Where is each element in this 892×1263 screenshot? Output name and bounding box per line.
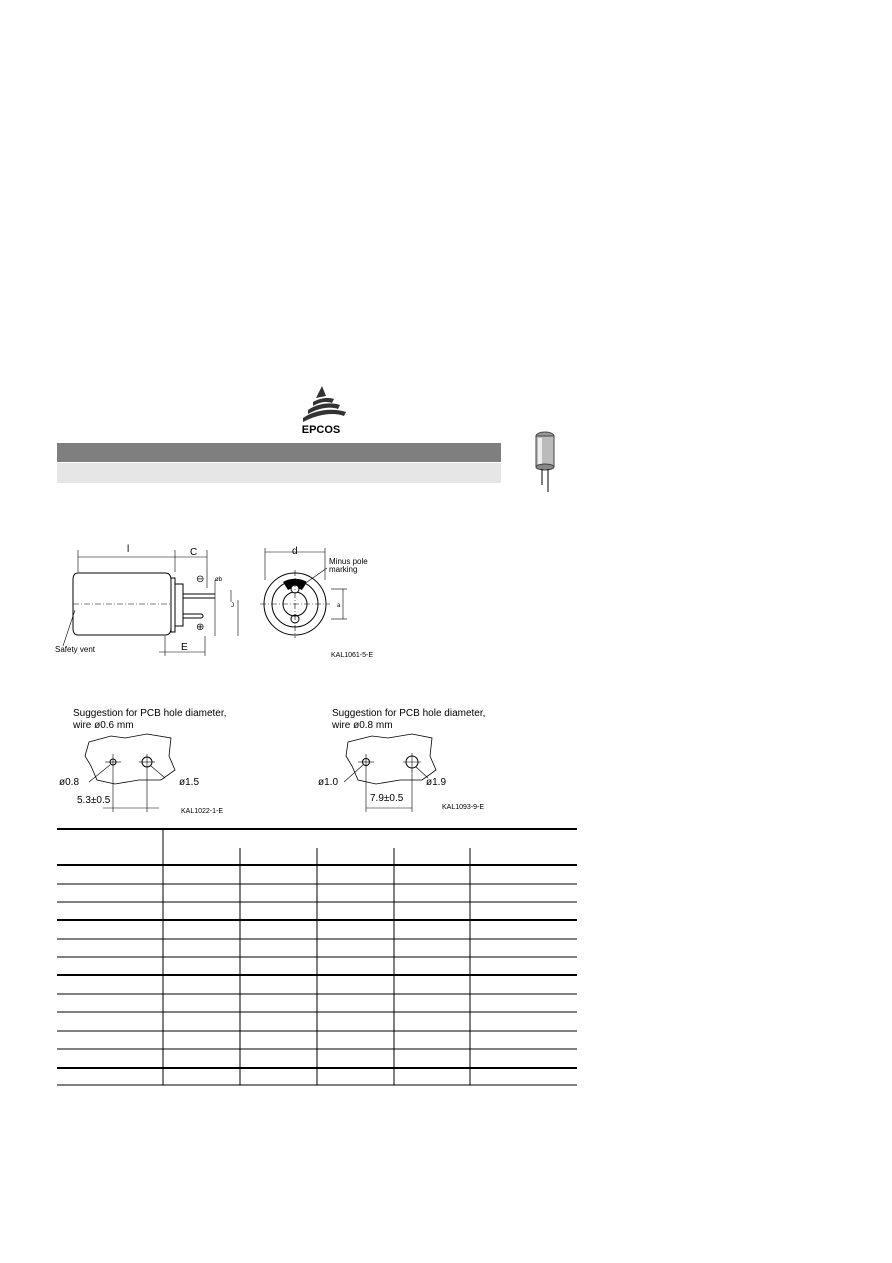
label-l: l [127,544,130,555]
capacitor-thumbnail [530,430,560,492]
plus-sign: ⊕ [196,622,205,633]
label-j: J [231,603,234,609]
label-c: C [190,547,198,558]
pcb1-hole-small: ø0.8 [59,777,80,788]
label-d: d [292,546,298,557]
pcb1-hole-large: ø1.5 [179,777,200,788]
pcb-suggestion-1 [55,700,235,820]
pcb-title-line1: Suggestion for PCB hole diameter, [332,708,486,719]
pcb-suggestion-2 [314,700,504,820]
pcb-title-line1: Suggestion for PCB hole diameter, [73,708,227,719]
pcb1-spacing: 5.3±0.5 [77,795,111,806]
pcb2-hole-small: ø1.0 [318,777,339,788]
pcb2-hole-large: ø1.9 [426,777,447,788]
drawing-code: KAL1061-5-E [331,652,374,659]
pcb2-spacing: 7.9±0.5 [370,793,404,804]
label-e: E [181,642,188,653]
logo-text: EPCOS [301,424,341,436]
epcos-logo-mark [286,384,356,436]
minus-sign: ⊖ [196,574,205,585]
dimension-drawing [55,540,395,668]
label-phi-b: øb [215,577,223,583]
label-safety-vent: Safety vent [55,645,96,654]
label-a: a [337,603,341,609]
epcos-logo [286,384,356,436]
dimension-table [57,828,578,1090]
pcb-title-line2: wire ø0.8 mm [332,720,393,731]
label-minus-pole: Minus pole marking [329,557,368,574]
subtitle-bar [57,463,501,483]
pcb-title-line2: wire ø0.6 mm [73,720,134,731]
title-bar [57,443,501,462]
pcb1-code: KAL1022-1-E [181,808,224,815]
pcb2-code: KAL1093-9-E [442,804,485,811]
